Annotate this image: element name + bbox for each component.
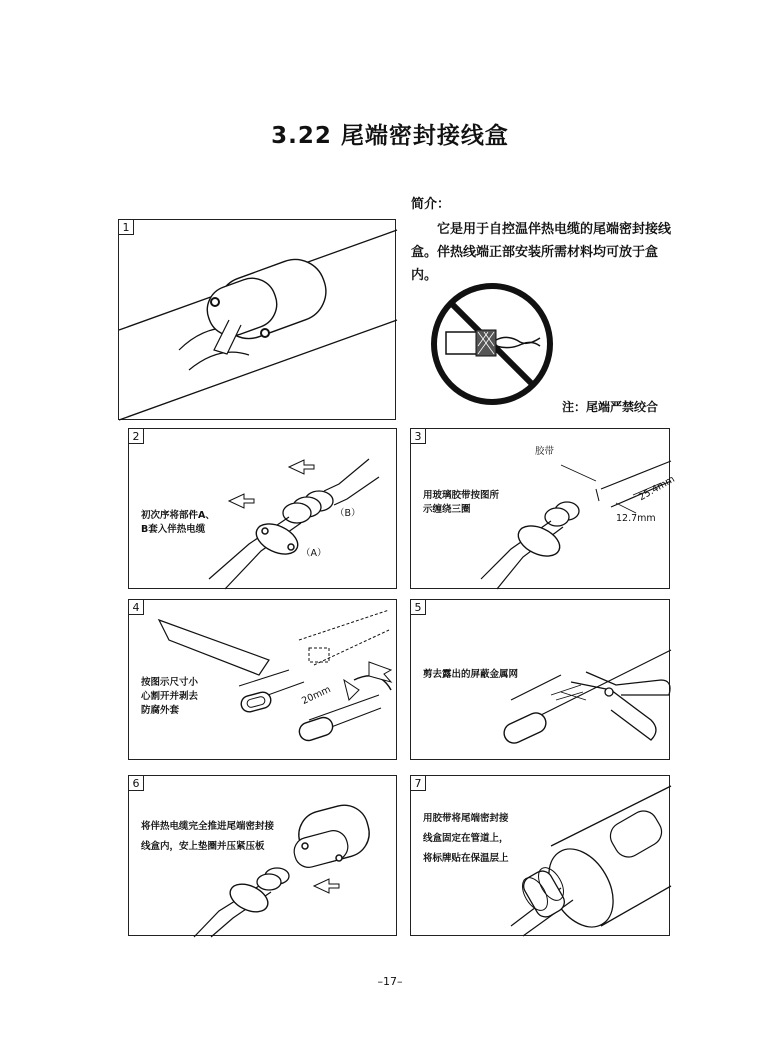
panel-6 [128, 775, 397, 936]
panel-number: 7 [410, 775, 426, 791]
dimension-label: 20mm [300, 684, 333, 707]
panel-caption-line: 示缠绕三圈 [423, 504, 471, 515]
panel-4 [128, 599, 397, 760]
panel-caption-line: 用胶带将尾端密封接 [423, 813, 509, 824]
panel-number: 5 [410, 599, 426, 615]
panel-number: 4 [128, 599, 144, 615]
panel-5 [410, 599, 670, 760]
dimension-label: 25.4mm [636, 473, 677, 504]
panel-caption-line: 心割开并剥去 [141, 691, 199, 702]
panel-1 [118, 219, 396, 420]
intro-heading: 简介： [411, 197, 451, 212]
part-label-a: （A） [301, 548, 327, 559]
page-title: 3.22 尾端密封接线盒 [271, 123, 509, 149]
panel-caption-line: B套入伴热电缆 [141, 524, 206, 535]
panel-caption-line: 按图示尺寸小 [141, 677, 199, 688]
prohibition-sign [428, 280, 556, 408]
push-cable-illustration [129, 776, 398, 937]
panel-caption-line: 将标牌贴在保温层上 [423, 853, 509, 864]
panel-number: 1 [118, 219, 134, 235]
pipe-junction-box-illustration [119, 220, 397, 421]
intro-body: 它是用于自控温伴热电缆的尾端密封接线盒。伴热线端正部安装所需材料均可放于盒内。 [411, 222, 672, 283]
panel-caption-line: 防腐外套 [141, 705, 180, 716]
panel-number: 2 [128, 428, 144, 444]
panel-number: 6 [128, 775, 144, 791]
note-text: 注：尾端严禁绞合 [562, 400, 659, 414]
page-number: –17– [377, 975, 403, 988]
panel-caption-line: 线盒内，安上垫圈并压紧压板 [141, 841, 265, 852]
dimension-label: 12.7mm [616, 513, 656, 524]
part-label-b: （B） [335, 508, 361, 519]
panel-caption-line: 将伴热电缆完全推进尾端密封接 [141, 821, 275, 832]
panel-2 [128, 428, 397, 589]
tape-label: 胶带 [535, 446, 555, 457]
panel-3 [410, 428, 677, 589]
panel-caption-line: 用玻璃胶带按图所 [423, 490, 500, 501]
panel-7 [410, 775, 670, 936]
panel-caption-line: 剪去露出的屏蔽金属网 [423, 669, 519, 680]
panel-caption-line: 初次序将部件A、 [141, 510, 215, 521]
panel-caption-line: 线盒固定在管道上， [423, 833, 509, 844]
panel-number: 3 [410, 428, 426, 444]
